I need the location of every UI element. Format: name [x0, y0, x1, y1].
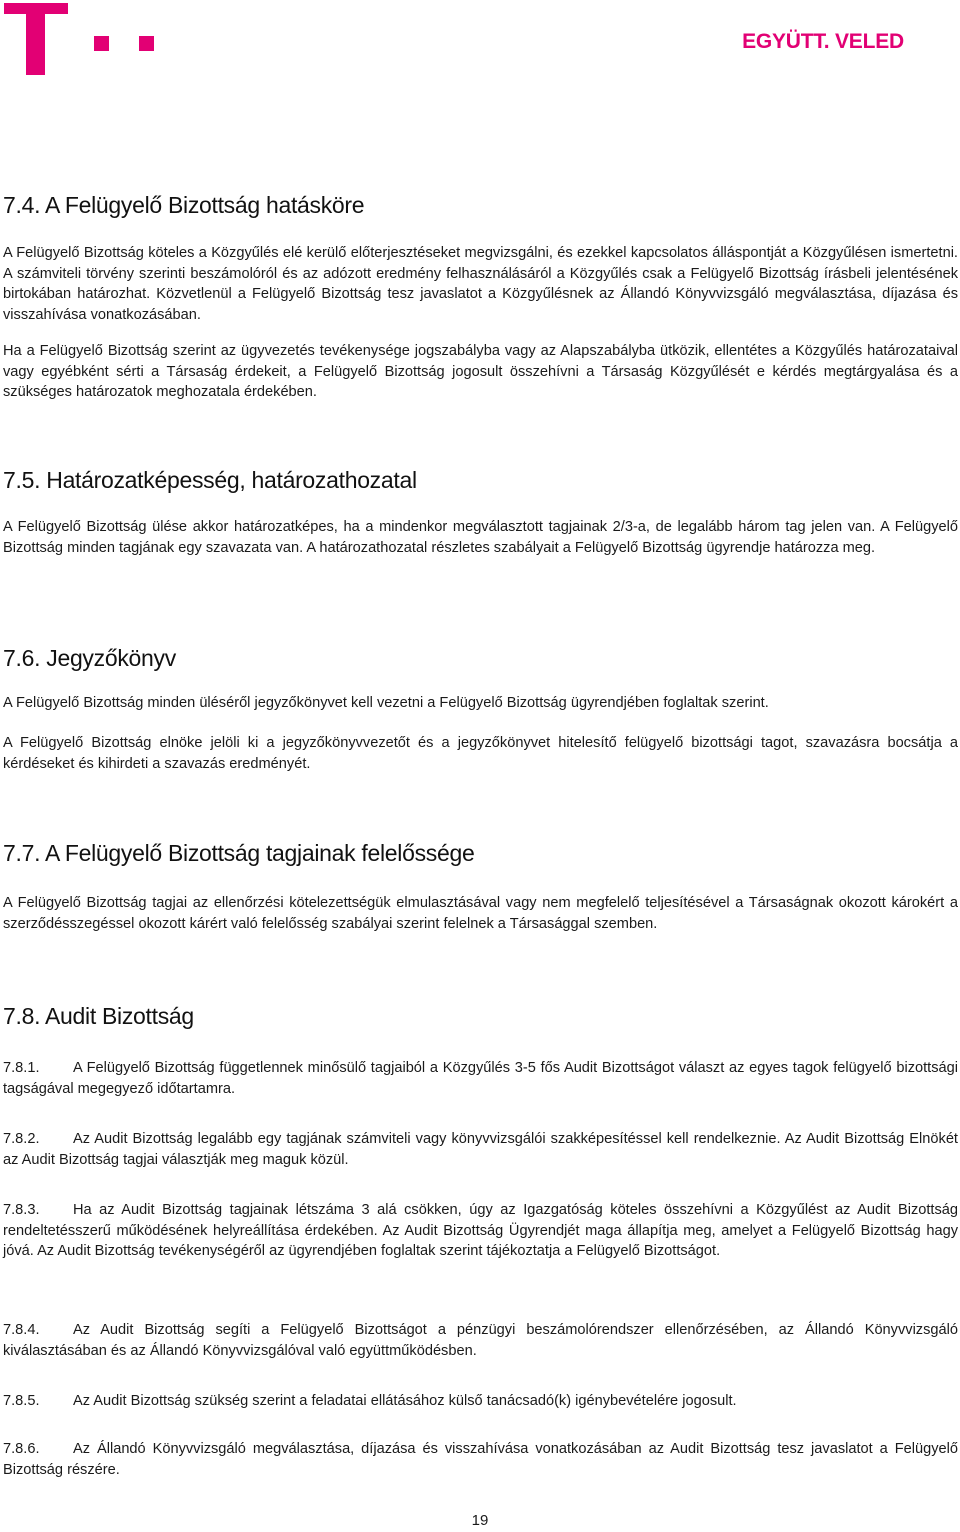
item-number: 7.8.3.: [3, 1202, 40, 1218]
list-item: [3, 1129, 958, 1170]
item-number: 7.8.1.: [3, 1060, 40, 1076]
list-item: [3, 1200, 958, 1262]
item-text: A Felügyelő Bizottság függetlennek minősülő tagjaiból a Közgyűlés 3-5 fős Audit Bizottságot választ az egyes tagok felügyelő bizottsági tagságával megegyező időtartamra.: [3, 1060, 958, 1097]
telekom-logo: [4, 3, 154, 75]
paragraph: A Felügyelő Bizottság minden üléséről jegyzőkönyvet kell vezetni a Felügyelő Bizottság ügyrendjében foglaltak szerint.: [3, 695, 769, 711]
item-number: 7.8.2.: [3, 1131, 40, 1147]
section-title: 7.7. A Felügyelő Bizottság tagjainak felelőssége: [3, 840, 475, 866]
slogan: EGYÜTT. VELED: [742, 30, 904, 53]
item-number: 7.8.5.: [3, 1393, 40, 1409]
list-item: [3, 1320, 958, 1361]
item-number: 7.8.6.: [3, 1441, 40, 1457]
item-text: Az Audit Bizottság szükség szerint a feladatai ellátásához külső tanácsadó(k) igénybevételére jogosult.: [73, 1393, 737, 1409]
section-title: 7.4. A Felügyelő Bizottság hatásköre: [3, 192, 365, 218]
item-text: Az Audit Bizottság legalább egy tagjának számviteli vagy könyvvizsgálói szakképesítéssel kell rendelkeznie. Az Audit Bizottság Elnökét az Audit Bizottság tagjai választják meg maguk közül.: [3, 1131, 958, 1168]
paragraph: A Felügyelő Bizottság köteles a Közgyűlés elé kerülő előterjesztéseket megvizsgálni, és ezekkel kapcsolatos álláspontját a Közgyűlésen ismertetni. A számviteli törvény szerinti beszámolóról és az adózott eredmény felhasználásáról a Közgyűlés csak a Felügyelő Bizottság írásbeli jelentésének birtokában határozhat. Közvetlenül a Felügyelő Bizottság tesz javaslatot a Közgyűlésnek az Állandó Könyvvizsgáló megválasztása, díjazása és visszahívása vonatkozásában.: [3, 245, 958, 323]
item-number: 7.8.4.: [3, 1322, 40, 1338]
item-text: Az Állandó Könyvvizsgáló megválasztása, díjazása és visszahívása vonatkozásában az Audit Bizottság tesz javaslatot a Felügyelő Bizottság részére.: [3, 1441, 958, 1478]
item-text: Az Audit Bizottság segíti a Felügyelő Bizottságot a pénzügyi beszámolórendszer ellenőrzésében, az Állandó Könyvvizsgáló kiválasztásában és az Állandó Könyvvizsgálóval való együttműködésben.: [3, 1322, 958, 1359]
paragraph: A Felügyelő Bizottság ülése akkor határozatképes, ha a mindenkor megválasztott tagjainak 2/3-a, de legalább három tag jelen van. A Felügyelő Bizottság minden tagjának egy szavazata van. A határozathozatal részletes szabályait a Felügyelő Bizottság ügyrendje határozza meg.: [3, 519, 958, 556]
list-item: [3, 1391, 958, 1412]
paragraph: Ha a Felügyelő Bizottság szerint az ügyvezetés tevékenysége jogszabályba vagy az Alapszabályba ütközik, ellentétes a Közgyűlés határozataival vagy egyébként sérti a Társaság érdekeit, a Felügyelő Bizottság jogosult összehívni a Társaság Közgyűlését e kérdés megtárgyalása és a szükséges határozatok meghozatala érdekében.: [3, 343, 958, 401]
paragraph: A Felügyelő Bizottság tagjai az ellenőrzési kötelezettségük elmulasztásával vagy nem megfelelő teljesítésével a Társaságnak okozott károkért a szerződésszegéssel okozott kárért való felelősség szabályai szerint felelnek a Társasággal szemben.: [3, 895, 958, 932]
list-item: [3, 1439, 958, 1480]
page-number: 19: [471, 1512, 489, 1529]
item-text: Ha az Audit Bizottság tagjainak létszáma 3 alá csökken, úgy az Igazgatóság köteles összehívni a Közgyűlést az Audit Bizottság rendeltetésszerű működésének helyreállítása érdekében. Az Audit Bizottság Ügyrendjét maga állapítja meg, amelyet a Felügyelő Bizottság hagy jóvá. Az Audit Bizottság tevékenységéről az ügyrendjében foglaltak szerint tájékoztatja a Felügyelő Bizottságot.: [3, 1202, 958, 1260]
section-title: 7.6. Jegyzőkönyv: [3, 645, 176, 671]
paragraph: A Felügyelő Bizottság elnöke jelöli ki a jegyzőkönyvvezetőt és a jegyzőkönyvet hitelesítő felügyelő bizottsági tagot, szavazásra bocsátja a kérdéseket és kihirdeti a szavazás eredményét.: [3, 735, 958, 772]
section-title: 7.5. Határozatképesség, határozathozatal: [3, 467, 417, 493]
section-title: 7.8. Audit Bizottság: [3, 1003, 194, 1029]
list-item: [3, 1058, 958, 1099]
